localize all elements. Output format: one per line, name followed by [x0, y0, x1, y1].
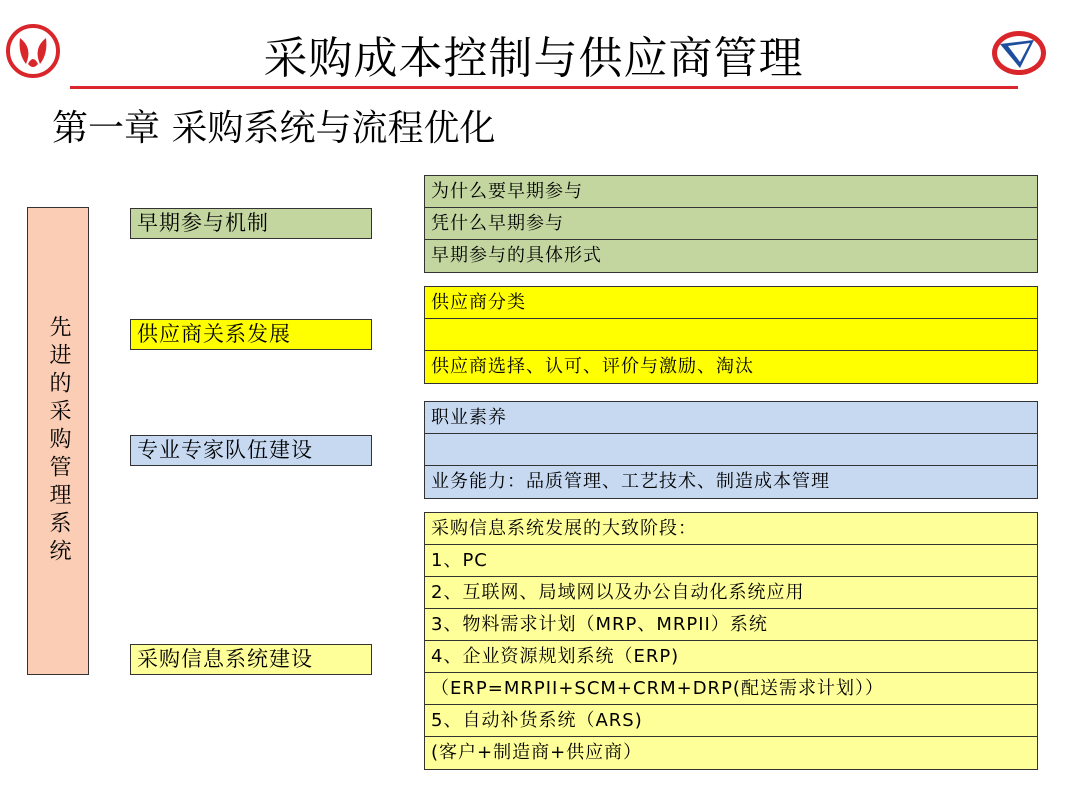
category-professional-team: 专业专家队伍建设	[130, 435, 372, 466]
detail-row: 采购信息系统发展的大致阶段：	[425, 513, 1037, 545]
detail-group-supplier-relationship	[424, 286, 1038, 384]
detail-row: 5、自动补货系统（ARS)	[425, 705, 1037, 737]
detail-row: 3、物料需求计划（MRP、MRPII）系统	[425, 609, 1037, 641]
slide-title: 采购成本控制与供应商管理	[263, 33, 804, 84]
detail-group-early-involvement	[424, 175, 1038, 273]
title-divider	[70, 86, 1018, 89]
detail-row: 2、互联网、局域网以及办公自动化系统应用	[425, 577, 1037, 609]
detail-row: (客户+制造商+供应商）	[431, 742, 643, 763]
side-label-box	[27, 207, 89, 675]
category-early-involvement: 早期参与机制	[130, 208, 372, 239]
detail-row: 供应商选择、认可、评价与激励、淘汰	[431, 356, 754, 377]
detail-row: 职业素养	[425, 402, 1037, 434]
company-logo-right	[990, 28, 1048, 78]
detail-row: 1、PC	[425, 545, 1037, 577]
category-supplier-relationship: 供应商关系发展	[130, 319, 372, 350]
detail-row: （ERP=MRPII+SCM+CRM+DRP(配送需求计划））	[425, 673, 1037, 705]
side-label: 先进的采购管理系统	[46, 315, 71, 567]
detail-group-information-system	[424, 512, 1038, 770]
detail-row: 为什么要早期参与	[425, 176, 1037, 208]
detail-row	[425, 319, 1037, 351]
chapter-heading: 第一章 采购系统与流程优化	[52, 108, 496, 149]
detail-row: 供应商分类	[425, 287, 1037, 319]
detail-row: 4、企业资源规划系统（ERP)	[425, 641, 1037, 673]
detail-row: 凭什么早期参与	[425, 208, 1037, 240]
detail-row	[425, 434, 1037, 466]
detail-row: 早期参与的具体形式	[431, 245, 602, 266]
detail-row: 业务能力：品质管理、工艺技术、制造成本管理	[431, 471, 830, 492]
category-information-system: 采购信息系统建设	[130, 644, 372, 675]
detail-group-professional-team	[424, 401, 1038, 499]
